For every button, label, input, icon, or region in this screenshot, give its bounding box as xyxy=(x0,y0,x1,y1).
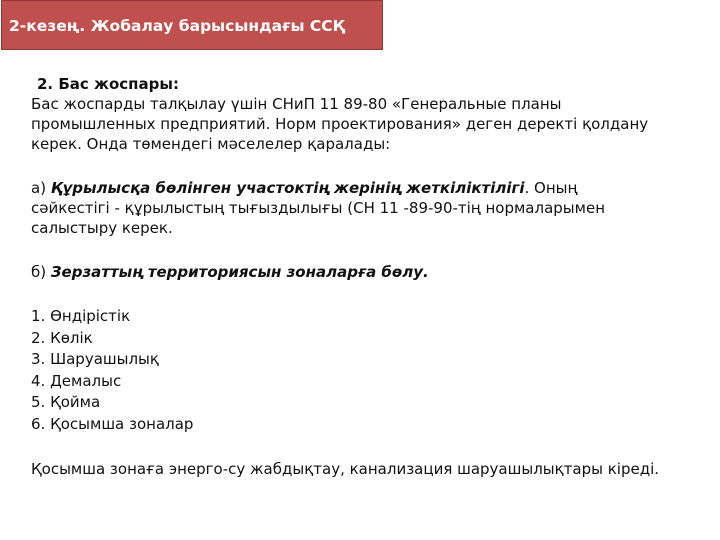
intro-paragraph xyxy=(31,94,711,154)
list-item: 3. Шаруашылық xyxy=(31,350,159,368)
item-a-prefix: а) xyxy=(31,179,51,197)
slide-title: 2-кезең. Жобалау барысындағы ССҚ xyxy=(1,0,383,50)
item-a-line: сәйкестігі - құрылыстың тығыздылығы (СН 11 -89-90-тің нормаларымен xyxy=(31,199,605,217)
item-b-emphasis: Зерзаттың территориясын зоналарға бөлу. xyxy=(50,263,429,281)
list-item: 6. Қосымша зоналар xyxy=(31,414,194,433)
list-item: 2. Көлік xyxy=(31,328,93,347)
item-b-paragraph xyxy=(31,262,711,282)
section-heading: 2. Бас жоспары: xyxy=(37,75,179,93)
item-a-line: салыстыру керек. xyxy=(31,219,173,237)
item-a-rest: . Оның xyxy=(524,179,578,197)
slide-body xyxy=(31,74,711,479)
closing-paragraph: Қосымша зонаға энерго-су жабдықтау, канализация шаруашылықтары кіреді. xyxy=(31,460,660,478)
zone-list xyxy=(31,306,711,435)
item-b-prefix: б) xyxy=(31,263,51,281)
intro-line: керек. Онда төмендегі мәселелер қаралады: xyxy=(31,135,391,153)
list-item: 1. Өндірістік xyxy=(31,307,131,325)
item-a-paragraph xyxy=(31,178,711,238)
list-item: 4. Демалыс xyxy=(31,371,122,390)
intro-line: Бас жоспарды талқылау үшін СНиП 11 89-80 «Генеральные планы xyxy=(31,95,562,113)
item-a-emphasis: Құрылысқа бөлінген участоктің жерінің жеткіліктілігі xyxy=(50,179,525,197)
list-item: 5. Қойма xyxy=(31,393,101,411)
intro-line: промышленных предприятий. Норм проектирования» деген деректі қолдану xyxy=(31,115,649,133)
